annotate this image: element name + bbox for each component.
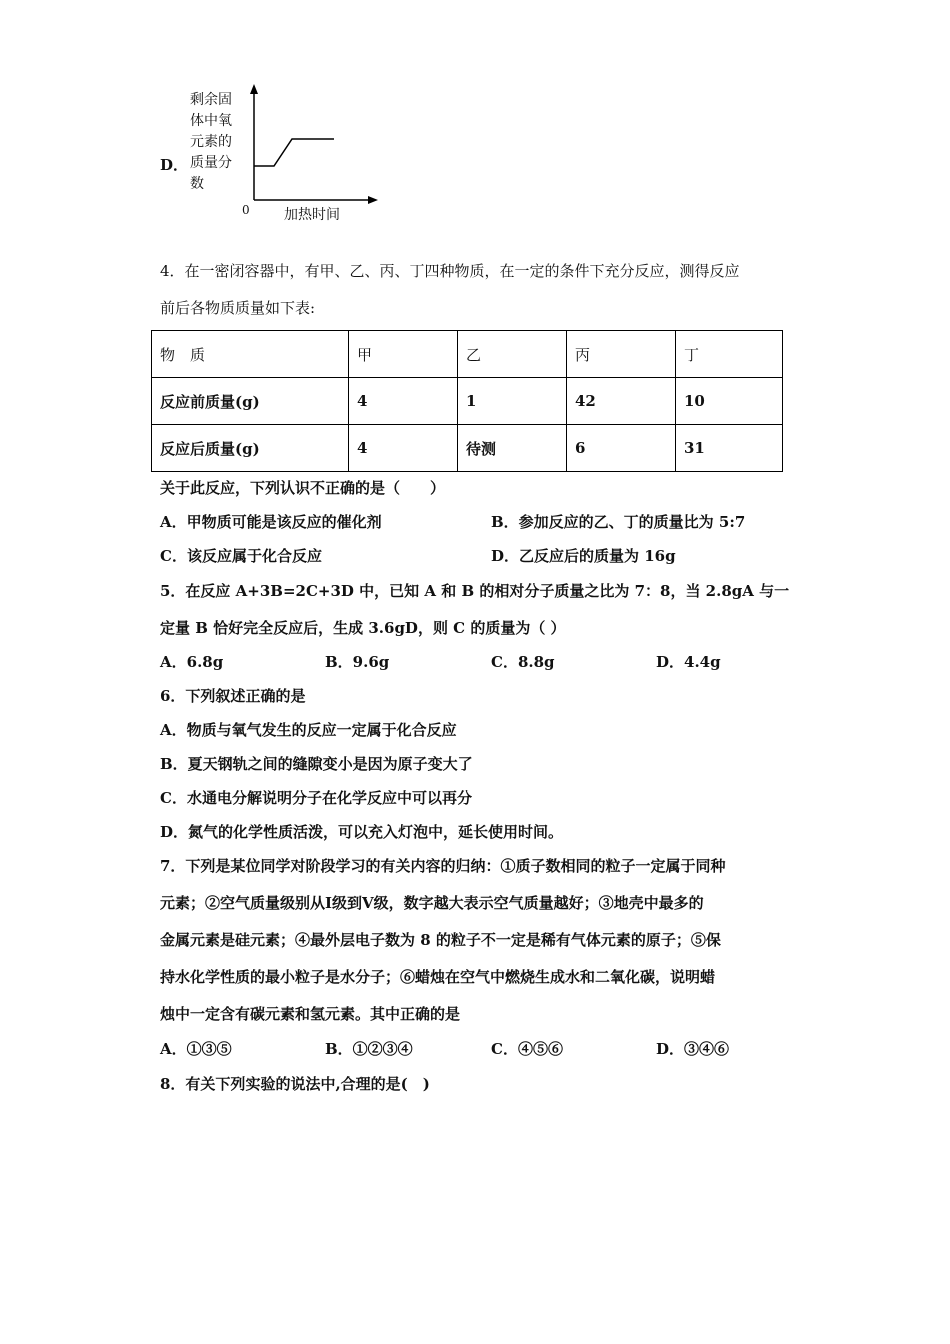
q6-option-d: D．氮气的化学性质活泼，可以充入灯泡中，延长使用时间。: [160, 823, 564, 841]
table-cell: 乙: [458, 331, 567, 378]
q4-option-d: D．乙反应后的质量为 16g: [491, 547, 676, 565]
q7-stem-line2: 元素；②空气质量级别从Ⅰ级到Ⅴ级，数字越大表示空气质量越好；③地壳中最多的: [160, 894, 704, 912]
q7-stem-line3: 金属元素是硅元素；④最外层电子数为 8 的粒子不一定是稀有气体元素的原子；⑤保: [160, 931, 721, 949]
mass-table: [151, 330, 783, 472]
y-axis-arrow-icon: [250, 84, 258, 94]
graph-x-axis-label: 加热时间: [284, 207, 340, 223]
q5-stem-line1: 5．在反应 A+3B=2C+3D 中，已知 A 和 B 的相对分子质量之比为 7：8，当 2.8gA 与一: [160, 582, 790, 600]
q8-stem: 8．有关下列实验的说法中,合理的是( ): [160, 1075, 430, 1093]
q7-option-a: A．①③⑤: [160, 1040, 232, 1058]
table-cell: 反应后质量(g): [152, 425, 349, 472]
q5-option-d: D．4.4g: [656, 653, 721, 671]
y-label-line: 剩余固: [190, 92, 232, 108]
q6-option-a: A．物质与氧气发生的反应一定属于化合反应: [160, 721, 457, 739]
q5-option-c: C．8.8g: [491, 653, 555, 671]
q4-option-b: B．参加反应的乙、丁的质量比为 5:7: [491, 513, 746, 531]
q5-option-a: A．6.8g: [160, 653, 224, 671]
graph-origin: 0: [242, 203, 250, 217]
y-label-line: 元素的: [190, 134, 232, 150]
q4-stem-line2: 前后各物质质量如下表:: [160, 299, 316, 317]
q7-stem-line5: 烛中一定含有碳元素和氢元素。其中正确的是: [160, 1005, 461, 1023]
q6-option-c: C．水通电分解说明分子在化学反应中可以再分: [160, 789, 472, 807]
q7-option-b: B．①②③④: [325, 1040, 413, 1058]
q4-question: 关于此反应，下列认识不正确的是（ ）: [160, 479, 446, 497]
table-cell: 丁: [676, 331, 783, 378]
q7-option-c: C．④⑤⑥: [491, 1040, 563, 1058]
oxygen-fraction-graph: [230, 80, 390, 220]
table-cell: 待测: [458, 425, 567, 472]
table-cell: 6: [567, 425, 676, 472]
table-cell: 反应前质量(g): [152, 378, 349, 425]
table-cell: 丙: [567, 331, 676, 378]
table-cell: 4: [349, 425, 458, 472]
q5-option-b: B．9.6g: [325, 653, 390, 671]
graph-curve: [254, 139, 334, 166]
table-cell: 甲: [349, 331, 458, 378]
q4-option-c: C．该反应属于化合反应: [160, 547, 322, 565]
q4-stem-line1: 4．在一密闭容器中，有甲、乙、丙、丁四种物质，在一定的条件下充分反应，测得反应: [160, 262, 740, 280]
y-label-line: 数: [190, 176, 204, 192]
y-label-line: 质量分: [190, 155, 232, 171]
q6-stem: 6．下列叙述正确的是: [160, 687, 306, 705]
q6-option-b: B．夏天钢轨之间的缝隙变小是因为原子变大了: [160, 755, 473, 773]
y-label-line: 体中氧: [190, 113, 232, 129]
x-axis-arrow-icon: [368, 196, 378, 204]
q5-stem-line2: 定量 B 恰好完全反应后，生成 3.6gD，则 C 的质量为（ ）: [160, 619, 566, 637]
table-cell: 31: [676, 425, 783, 472]
table-cell: 1: [458, 378, 567, 425]
table-cell: 10: [676, 378, 783, 425]
table-row: [152, 378, 783, 425]
q7-stem-line4: 持水化学性质的最小粒子是水分子；⑥蜡烛在空气中燃烧生成水和二氧化碳，说明蜡: [160, 968, 716, 986]
q4-option-a: A．甲物质可能是该反应的催化剂: [160, 513, 382, 531]
table-cell: 物 质: [152, 331, 349, 378]
table-cell: 42: [567, 378, 676, 425]
q7-option-d: D．③④⑥: [656, 1040, 730, 1058]
table-header-row: [152, 331, 783, 378]
table-row: [152, 425, 783, 472]
graph-option-label: D．: [160, 156, 189, 174]
q7-stem-line1: 7．下列是某位同学对阶段学习的有关内容的归纳：①质子数相同的粒子一定属于同种: [160, 857, 726, 875]
table-cell: 4: [349, 378, 458, 425]
